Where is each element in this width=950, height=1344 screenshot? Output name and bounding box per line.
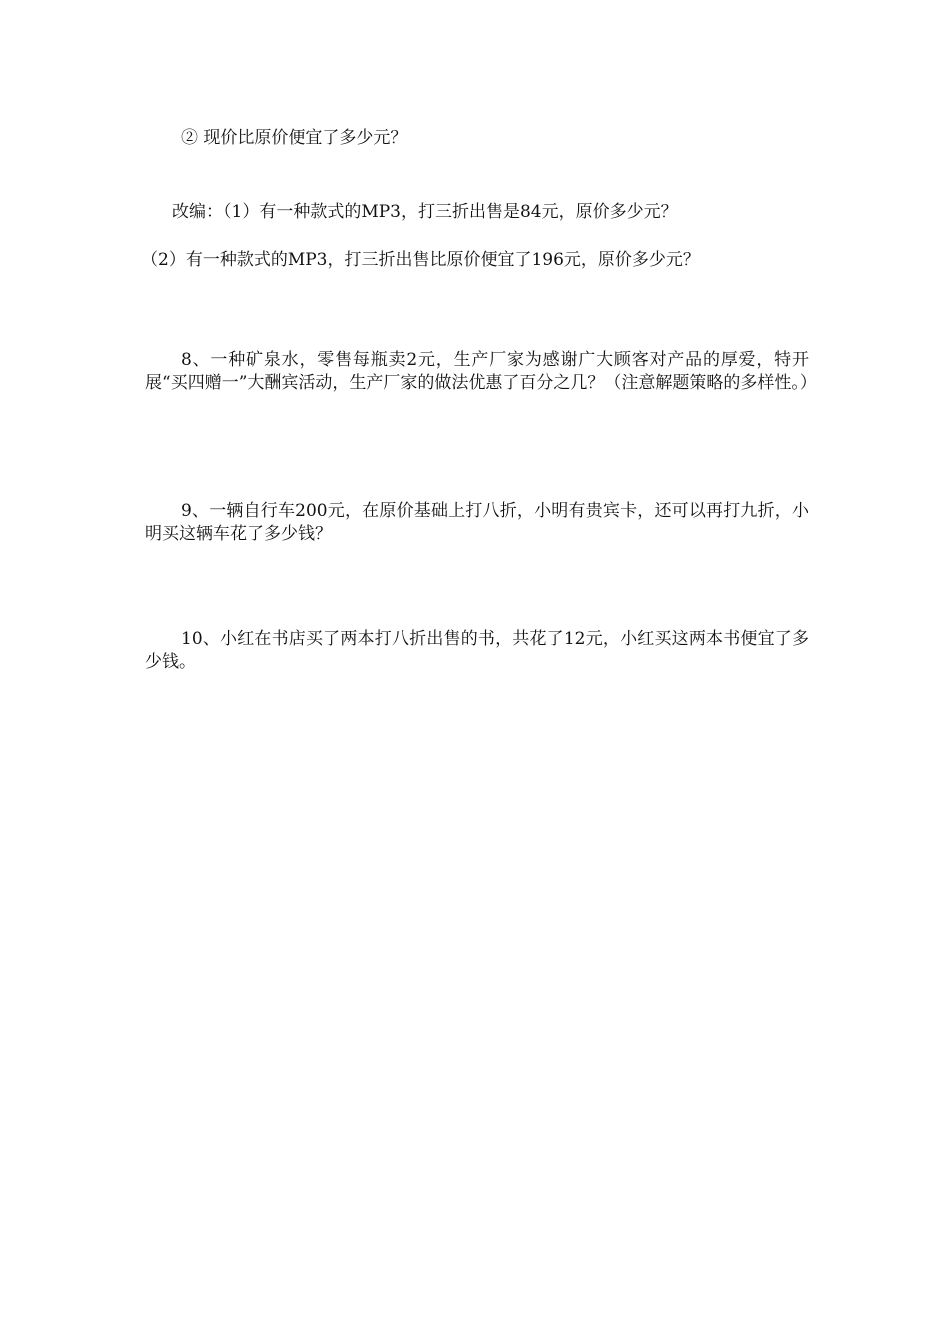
question-9: 9、一辆自行车200元，在原价基础上打八折，小明有贵宾卡，还可以再打九折，小明买这辆车花了多少钱？	[145, 501, 809, 544]
question-8: 8、一种矿泉水，零售每瓶卖2元，生产厂家为感谢广大顾客对产品的厚爱，特开展“买四赠一”大酬宾活动，生产厂家的做法优惠了百分之几？（注意解题策略的多样性。）	[145, 350, 817, 393]
adaptation-1: 改编：（1）有一种款式的MP3，打三折出售是84元，原价多少元？	[172, 202, 678, 222]
adaptation-2: （2）有一种款式的MP3，打三折出售比原价便宜了196元，原价多少元？	[141, 250, 700, 270]
question-10: 10、小红在书店买了两本打八折出售的书，共花了12元，小红买这两本书便宜了多少钱。	[145, 629, 809, 672]
sub-question-2: ② 现价比原价便宜了多少元？	[181, 128, 408, 148]
